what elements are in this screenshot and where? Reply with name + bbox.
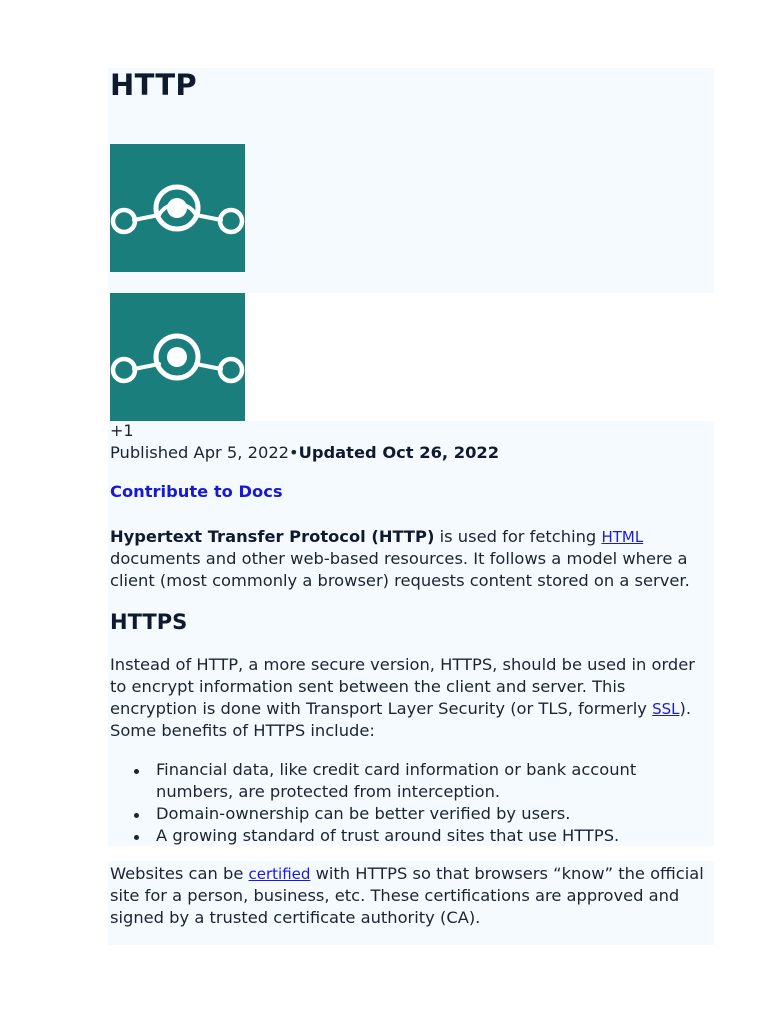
list-item: Financial data, like credit card information or bank account numbers, are protected from interception. — [110, 759, 714, 803]
https-text-1: Instead of HTTP, a more secure version, HTTPS, should be used in order to encrypt information sent between the client and server. This encryption is done with Transport Layer Security (or TLS, formerly — [110, 655, 695, 718]
updated-date: Updated Oct 26, 2022 — [298, 443, 500, 462]
benefits-list — [110, 759, 714, 847]
intro-text-1: is used for fetching — [434, 527, 602, 546]
https-paragraph — [110, 654, 714, 742]
intro-paragraph — [110, 526, 714, 592]
intro-text-2: documents and other web-based resources. It follows a model where a client (most commonly a browser) requests content stored on a server. — [110, 549, 690, 590]
lineageos-logo-icon — [110, 293, 245, 421]
list-item: A growing standard of trust around sites that use HTTPS. — [110, 825, 714, 847]
publish-meta — [110, 443, 499, 462]
author-avatar[interactable] — [110, 293, 245, 421]
author-avatar[interactable] — [110, 144, 245, 272]
https-heading: HTTPS — [110, 610, 188, 634]
meta-separator: • — [289, 443, 299, 462]
published-date: Published Apr 5, 2022 — [110, 443, 290, 462]
cert-text-2: with HTTPS so that browsers “know” the official site for a person, business, etc. These certifications are approved and signed by a trusted certificate authority (CA). — [110, 864, 704, 927]
lineageos-logo-icon — [110, 144, 245, 272]
page-title: HTTP — [110, 68, 197, 102]
list-item: Domain-ownership can be better verified by users. — [110, 803, 714, 825]
certification-paragraph — [110, 863, 714, 929]
cert-text-1: Websites can be — [110, 864, 249, 883]
intro-term: Hypertext Transfer Protocol (HTTP) — [110, 527, 435, 546]
extra-contributors-count[interactable]: +1 — [110, 421, 134, 440]
certified-link[interactable]: certified — [248, 865, 311, 883]
ssl-link[interactable]: SSL — [652, 700, 680, 718]
https-text-2: ). Some benefits of HTTPS include: — [110, 699, 692, 740]
contribute-to-docs-link[interactable]: Contribute to Docs — [110, 482, 283, 501]
html-link[interactable]: HTML — [601, 528, 644, 546]
